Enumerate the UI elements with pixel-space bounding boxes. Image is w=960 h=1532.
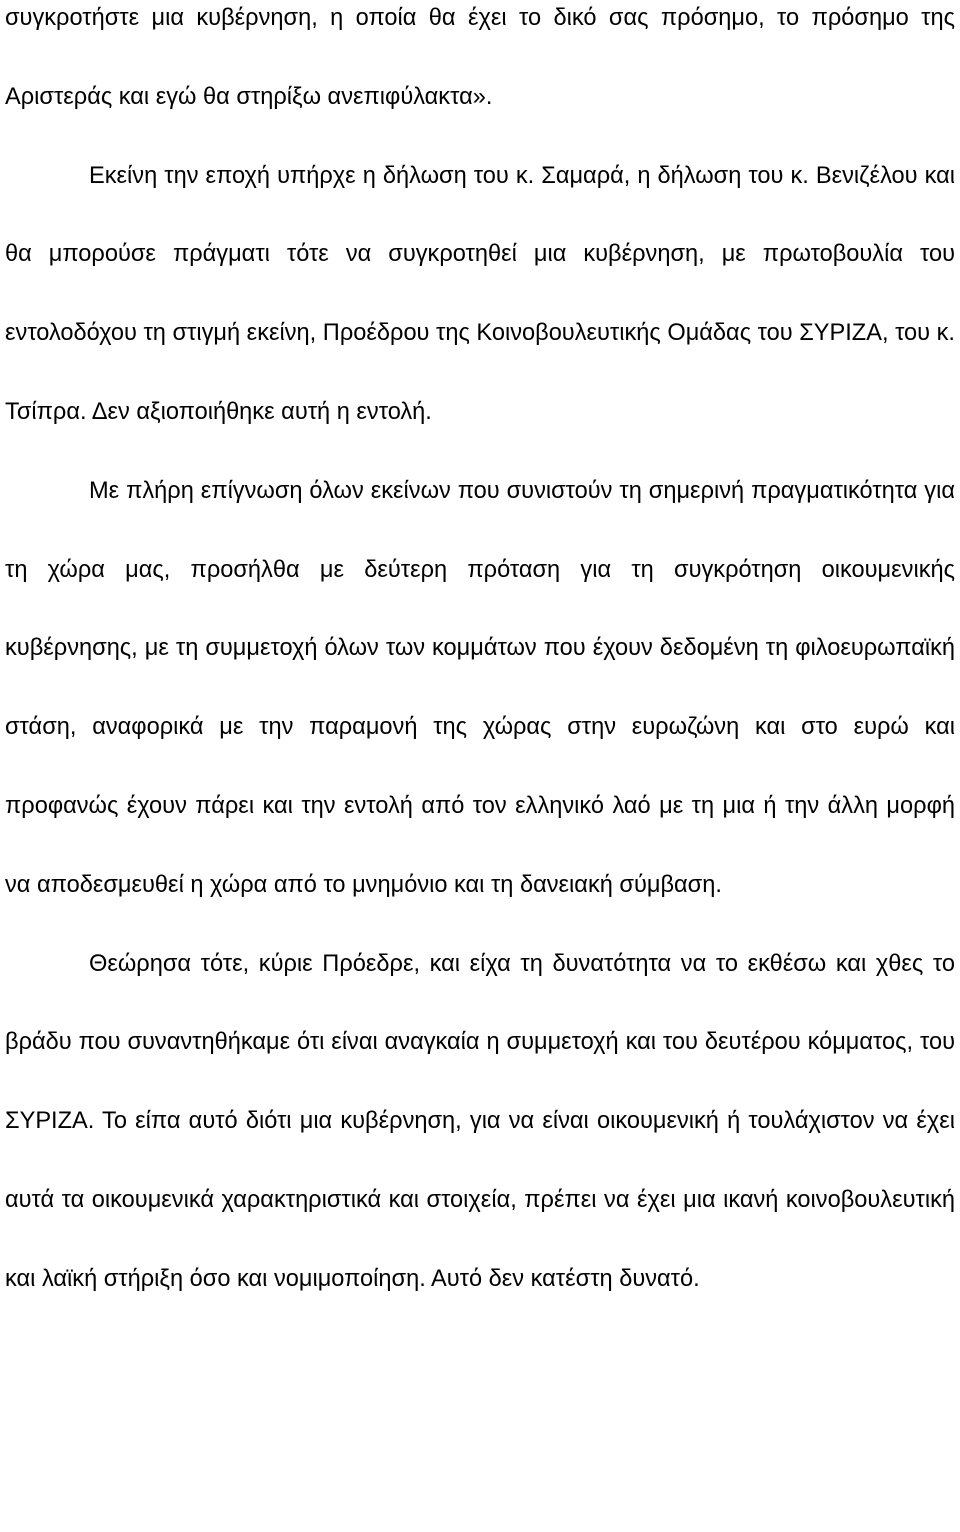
paragraph-declarations: Εκείνη την εποχή υπήρχε η δήλωση του κ. Σαμαρά, η δήλωση του κ. Βενιζέλου και θα μπορούσε πράγματι τότε να συγκροτηθεί μια κυβέρνηση, με πρωτοβουλία του εντολοδόχου τη στιγμή εκείνη, Προέδρου της Κοινοβουλευτικής Ομάδας του ΣΥΡΙΖΑ, του κ. Τσίπρα. Δεν αξιοποιήθηκε αυτή η εντολή. (5, 162, 955, 425)
paragraph-second-proposal: Με πλήρη επίγνωση όλων εκείνων που συνιστούν τη σημερινή πραγματικότητα για τη χώρα μας, προσήλθα με δεύτερη πρόταση για τη συγκρότηση οικουμενικής κυβέρνησης, με τη συμμετοχή όλων των κομμάτων που έχουν δεδομένη τη φιλοευρωπαϊκή στάση, αναφορικά με την παραμονή της χώρας στην ευρωζώνη και στο ευρώ και προφανώς έχουν πάρει και την εντολή από τον ελληνικό λαό με τη μια ή την άλλη μορφή να αποδεσμευθεί η χώρα από το μνημόνιο και τη δανειακή σύμβαση. (5, 477, 955, 898)
paragraph-syriza-participation: Θεώρησα τότε, κύριε Πρόεδρε, και είχα τη δυνατότητα να το εκθέσω και χθες το βράδυ που συναντηθήκαμε ότι είναι αναγκαία η συμμετοχή και του δευτέρου κόμματος, του ΣΥΡΙΖΑ. Το είπα αυτό διότι μια κυβέρνηση, για να είναι οικουμενική ή τουλάχιστον να έχει αυτά τα οικουμενικά χαρακτηριστικά και στοιχεία, πρέπει να έχει μια ικανή κοινοβουλευτική και λαϊκή στήριξη όσο και νομιμοποίηση. Αυτό δεν κατέστη δυνατό. (5, 950, 955, 1292)
paragraph-continuation: συγκροτήστε μια κυβέρνηση, η οποία θα έχει το δικό σας πρόσημο, το πρόσημο της Αριστεράς και εγώ θα στηρίξω ανεπιφύλακτα». (5, 5, 955, 110)
